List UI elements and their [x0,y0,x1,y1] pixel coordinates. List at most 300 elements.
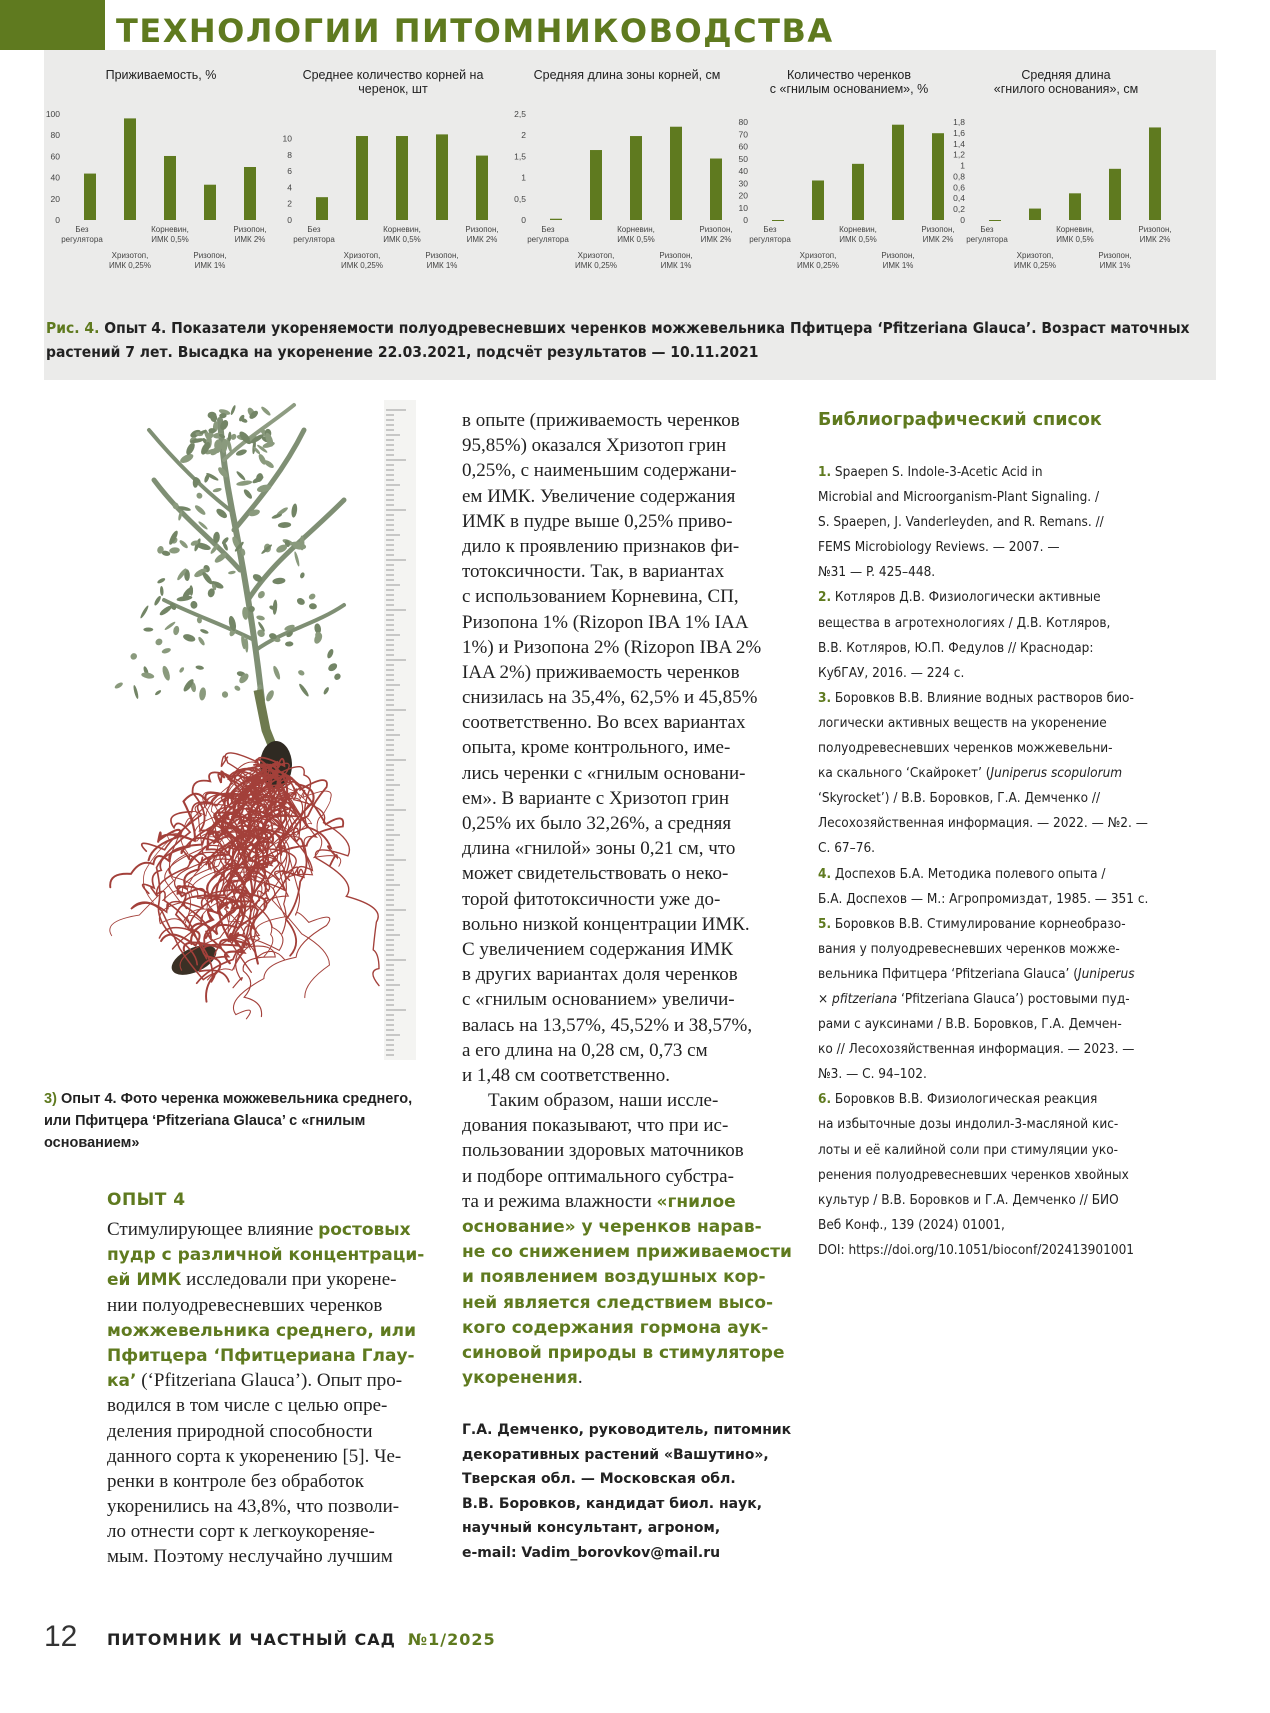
text-span: вещества в агротехнологиях / Д.В. Котляров, [818,614,1111,631]
author-line: e-mail: Vadim_borovkov@mail.ru [462,1544,721,1561]
x-tick-label: ИМК 1% [1099,261,1131,270]
text-span: ем ИМК. Увеличение содержания [462,485,736,507]
x-tick-label: Хризотоп, [1016,251,1054,260]
text-line [818,962,1135,987]
text-line [107,1393,439,1418]
text-span: Боровков В.В. Физиологическая реакция [831,1091,1098,1108]
text-span: 0,25% их было 32,26%, а средняя [462,813,732,834]
text-span: Таким образом, наши иссле- [488,1090,719,1112]
x-tick-label: Ризопон, [1098,251,1132,260]
text-span: FEMS Microbiology Reviews. — 2007. — [818,539,1060,556]
text-line [462,836,794,861]
text-line [107,1419,439,1444]
text-line [462,1088,794,1113]
bar [244,167,256,220]
y-tick-label: 10 [738,202,748,213]
x-tick-label: Ризопон, [881,251,915,260]
highlight-text: Пфитцера ‘Пфитцериана Глау- [107,1345,415,1366]
text-line [462,786,794,811]
text-span: та и режима влажности [462,1190,657,1212]
x-tick-label: Ризопон, [699,225,733,234]
text-span: торой фитотоксичности уже до- [462,888,721,910]
text-span: Веб Конф., 139 (2024) 01001, [818,1216,1005,1233]
y-tick-label: 80 [50,130,60,141]
text-line [818,1012,1122,1037]
y-tick-label: 1 [960,160,965,171]
text-span: IAA 2%) приживаемость черенков [462,661,740,683]
bar [590,150,602,220]
x-tick-label: регулятора [966,235,1008,244]
ruler-scale [384,400,416,1060]
authors-block [462,1418,822,1565]
text-span: №3. — С. 94–102. [818,1066,927,1083]
x-tick-label: регулятора [293,235,335,244]
text-span: С увеличением содержания ИМК [462,938,734,960]
text-line [462,937,794,962]
italic-text: × pfitzeriana [818,990,898,1007]
text-span: лоты и её калийной соли при стимуляции уко- [818,1141,1119,1158]
text-line [818,1062,1118,1087]
text-line [818,535,1118,560]
bar [316,197,328,220]
y-tick-label: 0 [287,215,292,225]
text-line [818,560,1118,585]
x-tick-label: Корневин, [383,225,421,234]
photo-number: 3) [44,1091,57,1107]
ref-number: 4. [818,865,832,882]
text-span: и 1,48 см соответственно. [462,1064,671,1086]
text-line [818,636,1118,661]
figure-label: Рис. 4. [46,319,100,337]
italic-text: Juniperus [1078,965,1135,982]
text-line [462,761,794,786]
text-line [462,408,794,433]
x-tick-label: Ризопон, [233,225,267,234]
chart-plot [510,50,744,300]
text-line [818,661,1118,686]
text-span: на избыточные дозы индолил-3-масляной кис- [818,1116,1119,1133]
highlight-text: укоренения [462,1368,578,1389]
text-span: ко // Лесохозяйственная информация. — 2023. — [818,1041,1135,1058]
text-line [818,711,1118,736]
chart-title: Средняя длина «гнилого основания», см [993,68,1139,96]
author-line: Г.А. Демченко, руководитель, питомник [462,1422,792,1438]
text-span: ем». В варианте с Хризотоп грин [462,787,730,809]
text-line [462,710,794,735]
text-line [107,1469,439,1494]
y-tick-label: 8 [287,149,292,160]
y-tick-label: 0,6 [953,182,965,193]
bar-chart [732,50,966,310]
highlight-text: ростовых [318,1220,411,1240]
text-line [107,1444,439,1469]
chart-title: Приживаемость, % [105,68,217,82]
y-tick-label: 0,2 [953,204,965,215]
text-span: а его длина на 0,28 см, 0,73 см [462,1039,708,1061]
section-title: ТЕХНОЛОГИИ ПИТОМНИКОВОДСТВА [116,12,834,50]
highlight-text: «гнилое [656,1191,736,1212]
bar [710,159,722,220]
text-line [818,811,1148,836]
text-span: 0,25%, с наименьшим содержани- [462,460,737,482]
y-tick-label: 1,6 [953,127,965,138]
bar [356,136,368,220]
bar [1109,169,1121,220]
bar [476,156,488,220]
y-tick-label: 80 [738,117,748,127]
x-tick-label: ИМК 0,5% [617,235,655,244]
footer-magazine [107,1630,496,1649]
x-tick-label: Без [541,225,555,234]
text-span: Доспехов Б.А. Методика полевого опыта / [831,865,1106,882]
x-tick-label: Корневин, [839,225,877,234]
text-span: укоренились на 43,8%, что позволи- [107,1496,400,1518]
juniper-cutting-photo [44,400,416,1076]
text-line [462,534,794,559]
y-tick-label: 1,8 [953,117,965,127]
text-span: ИМК в пудре выше 0,25% приво- [462,510,733,532]
text-span: дования показывают, что при ис- [462,1115,729,1137]
x-tick-label: Ризопон, [425,251,459,260]
text-line [462,962,794,987]
text-span: Ризопона 1% (Rizopon IBA 1% IAA [462,611,749,633]
text-line [462,660,794,685]
x-tick-label: Без [75,225,89,234]
author-line: декоративных растений «Вашутино», [462,1446,769,1463]
text-span: в других вариантах доля черенков [462,964,738,986]
text-line [462,1189,794,1214]
text-line [462,1264,794,1289]
ref-number: 2. [818,589,832,606]
text-line [818,1112,1118,1137]
text-span: №31 — P. 425–448. [818,564,936,581]
text-line [462,635,794,660]
y-tick-label: 2 [287,198,292,209]
text-line [818,887,1149,912]
text-span: с «гнилым основанием» увеличи- [462,989,735,1011]
highlight-text: ка’ [107,1371,137,1392]
text-span: может свидетельствовать о неко- [462,863,729,885]
text-span: S. Spaepen, J. Vanderleyden, and R. Remans. // [818,514,1104,531]
chart-plot [44,50,278,300]
text-line [462,1164,794,1189]
figure-panel [44,50,1216,380]
text-span: логически активных веществ на укоренение [818,714,1107,731]
issue-number: №1/2025 [407,1630,496,1649]
text-line [818,485,1118,510]
y-tick-label: 20 [738,190,748,201]
text-line [818,585,1118,610]
x-tick-label: ИМК 1% [426,261,458,270]
text-span: 95,85%) оказался Хризотоп грин [462,435,727,457]
bar-chart [44,50,278,310]
text-span: мым. Поэтому неслучайно лучшим [107,1546,393,1568]
y-tick-label: 0 [960,215,965,225]
y-tick-label: 20 [50,193,60,204]
y-tick-label: 30 [738,178,748,189]
text-line [107,1293,439,1318]
text-line [462,887,794,912]
text-line [462,861,794,886]
text-line [107,1519,439,1544]
text-line [462,484,794,509]
x-tick-label: ИМК 2% [234,235,266,244]
text-line [107,1318,439,1343]
text-line [818,912,1126,937]
text-span: валась на 13,57%, 45,52% и 38,57%, [462,1014,753,1036]
text-line [462,1365,794,1390]
y-tick-label: 1,2 [953,149,965,160]
text-span: С. 67–76. [818,840,876,857]
section-heading: ОПЫТ 4 [107,1190,186,1210]
x-tick-label: Хризотоп, [111,251,149,260]
x-tick-label: Хризотоп, [343,251,381,260]
y-tick-label: 1,4 [953,138,965,149]
bar-chart [510,50,744,310]
text-span: вельника Пфитцера ‘Pfitzeriana Glauca’ ( [818,965,1079,982]
text-span: Spaepen S. Indole-3-Acetic Acid in [831,464,1043,480]
bar-chart [276,50,510,310]
text-span: снизилась на 35,4%, 62,5% и 45,85% [462,687,758,709]
text-span: опыта, кроме контрольного, име- [462,737,731,759]
text-span: Лесохозяйственная информация. — 2022. — №2. — [818,815,1148,832]
x-tick-label: ИМК 2% [922,235,954,244]
body-column-2 [462,408,794,1390]
x-tick-label: ИМК 1% [660,261,692,270]
x-tick-label: Без [763,225,777,234]
bar-chart [949,50,1183,310]
text-span: ло отнести сорт к легкоукореняе- [107,1521,375,1543]
photo-caption [44,1088,424,1154]
y-tick-label: 0 [743,215,748,225]
y-tick-label: 0,8 [953,171,965,182]
text-span: культур / В.В. Боровков и Г.А. Демченко // БИО [818,1191,1119,1208]
highlight-text: ей ИМК [107,1270,182,1291]
page-number: 12 [44,1620,78,1653]
bar [932,133,944,220]
x-tick-label: Корневин, [1056,225,1094,234]
bar [84,174,96,220]
bar [989,220,1001,221]
text-line [818,1163,1129,1188]
chart-plot [276,50,510,300]
text-line [462,1138,794,1163]
text-line [818,937,1118,962]
highlight-text: не со снижением приживаемости [462,1242,792,1263]
x-tick-label: Без [980,225,994,234]
bar [550,219,562,220]
x-tick-label: Ризопон, [1138,225,1172,234]
text-line [818,1138,1118,1163]
x-tick-label: ИМК 0,25% [341,261,383,270]
x-tick-label: ИМК 1% [882,261,914,270]
text-line [462,559,794,584]
text-line [107,1217,439,1242]
header-accent-block [0,0,105,50]
text-span: ренки в контроле без обработок [107,1470,364,1492]
x-tick-label: ИМК 2% [1139,235,1171,244]
text-line [462,1063,794,1088]
y-tick-label: 60 [738,141,748,152]
text-span: Боровков В.В. Влияние водных растворов био- [831,689,1134,706]
chart-plot [732,50,966,300]
chart-title: Среднее количество корней на черенок, шт [302,68,484,96]
text-line [462,1214,794,1239]
text-span: соответственно. Во всех вариантах [462,712,746,734]
y-tick-label: 1,5 [514,151,526,162]
text-line [818,1087,1118,1112]
x-tick-label: ИМК 0,5% [151,235,189,244]
x-tick-label: регулятора [61,235,103,244]
bar [852,164,864,220]
y-tick-label: 1 [521,172,526,183]
y-tick-label: 70 [738,129,748,140]
text-line [462,433,794,458]
text-line [818,736,1118,761]
text-span: . [577,1367,583,1389]
y-tick-label: 10 [282,133,292,144]
bar [670,127,682,220]
text-line [462,912,794,937]
y-tick-label: 2 [521,130,526,141]
text-span: вольно низкой концентрации ИМК. [462,913,750,935]
text-line [107,1494,439,1519]
text-line [818,510,1118,535]
chart-title: Средняя длина зоны корней, см [533,68,721,82]
highlight-text: и появлением воздушных кор- [462,1267,766,1288]
text-span: лись черенки с «гнилым основани- [462,762,746,784]
highlight-text: синовой природы в стимуляторе [462,1342,785,1363]
text-span: КубГАУ, 2016. — 224 с. [818,664,965,681]
bar [630,136,642,220]
text-line [462,811,794,836]
text-span: DOI: https://doi.org/10.1051/bioconf/202413901001 [818,1241,1135,1258]
text-span: дило к проявлению признаков фи- [462,535,740,557]
y-tick-label: 40 [738,166,748,176]
x-tick-label: ИМК 2% [700,235,732,244]
x-tick-label: Ризопон, [659,251,693,260]
x-tick-label: ИМК 0,5% [383,235,421,244]
text-line [818,1037,1135,1062]
text-span: в опыте (приживаемость черенков [462,410,740,431]
highlight-text: кого содержания гормона аук- [462,1317,769,1338]
x-tick-label: Корневин, [617,225,655,234]
author-line: В.В. Боровков, кандидат биол. наук, [462,1495,763,1512]
y-tick-label: 40 [50,172,60,183]
body-column-1 [107,1217,439,1570]
bar [892,125,904,220]
figure-caption-text: Опыт 4. Показатели укореняемости полуодревесневших черенков можжевельника Пфитцера ‘Pfitzeriana Glauca’. Возраст маточных растений 7 лет. Высадка на укоренение 22.03.2021, подсчёт результатов — 10.11.2021 [46,319,1190,361]
italic-text: Juniperus scopulorum [990,765,1123,782]
text-line [462,458,794,483]
text-line [818,611,1118,636]
foliage [149,405,344,700]
text-span: пользовании здоровых маточников [462,1140,744,1162]
text-line [818,1188,1118,1213]
highlight-text: основание» у черенков нарав- [462,1217,762,1237]
highlight-text: можжевельника среднего, или [107,1320,417,1341]
x-tick-label: регулятора [749,235,791,244]
bar [1069,193,1081,220]
x-tick-label: ИМК 0,5% [1056,235,1094,244]
ref-number: 6. [818,1091,832,1108]
text-span: Б.А. Доспехов — М.: Агропромиздат, 1985. — 351 с. [818,890,1149,907]
text-line [107,1343,439,1368]
x-tick-label: ИМК 0,25% [797,261,839,270]
text-span: тотоксичности. Так, в вариантах [462,561,725,583]
stem [258,690,274,750]
text-line [462,1340,794,1365]
ref-number: 3. [818,689,832,706]
text-span: нии полуодревесневших черенков [107,1294,383,1316]
text-span: с использованием Корневина, СП, [462,586,739,608]
text-line [462,584,794,609]
x-tick-label: Хризотоп, [799,251,837,260]
chart-title: Количество черенков с «гнилым основанием», % [769,68,929,96]
text-line [462,610,794,635]
ref-number: 5. [818,915,832,932]
bibliography-list [818,460,1149,1263]
text-line [818,836,1118,861]
x-tick-label: ИМК 1% [194,261,226,270]
text-line [462,1290,794,1315]
text-span: и подборе оптимального субстра- [462,1165,734,1187]
x-tick-label: ИМК 0,5% [839,235,877,244]
text-line [818,786,1118,811]
text-span: деления природной способности [107,1420,373,1442]
text-span: длина «гнилой» зоны 0,21 см, что [462,838,736,860]
text-line [107,1267,439,1292]
y-tick-label: 0 [55,215,60,225]
text-span: (‘Pfitzeriana Glauca’). Опыт про- [136,1370,403,1392]
bar [812,180,824,220]
bar [772,220,784,221]
text-line [462,735,794,760]
author-line: Тверская обл. — Московская обл. [462,1471,736,1487]
text-span: Стимулирующее влияние [107,1219,319,1240]
x-tick-label: Ризопон, [921,225,955,234]
text-line [818,862,1118,887]
highlight-text: пудр с различной концентраци- [107,1245,425,1266]
text-line [818,1238,1135,1263]
x-tick-label: ИМК 0,25% [575,261,617,270]
magazine-title: ПИТОМНИК И ЧАСТНЫЙ САД [107,1630,396,1649]
x-tick-label: Ризопон, [465,225,499,234]
text-span: В.В. Котляров, Ю.П. Федулов // Краснодар: [818,639,1094,656]
text-line [462,509,794,534]
x-tick-label: Без [307,225,321,234]
text-line [462,1315,794,1340]
y-tick-label: 0,4 [953,193,965,204]
y-tick-label: 100 [45,109,60,119]
x-tick-label: Ризопон, [193,251,227,260]
bar [204,185,216,220]
text-span: ренения полуодревесневших черенков хвойных [818,1166,1129,1183]
photo-caption-text: Опыт 4. Фото черенка можжевельника среднего, или Пфитцера ‘Pfitzeriana Glauca’ с «гнилым основанием» [44,1091,413,1151]
text-line [818,1213,1118,1238]
text-line [462,1038,794,1063]
text-span: ‘Skyrocket’) / В.В. Боровков, Г.А. Демченко // [818,790,1101,807]
y-tick-label: 0 [521,215,526,225]
x-tick-label: Хризотоп, [577,251,615,260]
roots [110,753,379,1019]
text-span: вания у полуодревесневших черенков можже- [818,940,1120,957]
x-tick-label: Корневин, [151,225,189,234]
text-line [462,1113,794,1138]
x-tick-label: ИМК 0,25% [1014,261,1056,270]
text-line [462,1239,794,1264]
text-span: 1%) и Ризопона 2% (Rizopon IBA 2% [462,636,762,658]
